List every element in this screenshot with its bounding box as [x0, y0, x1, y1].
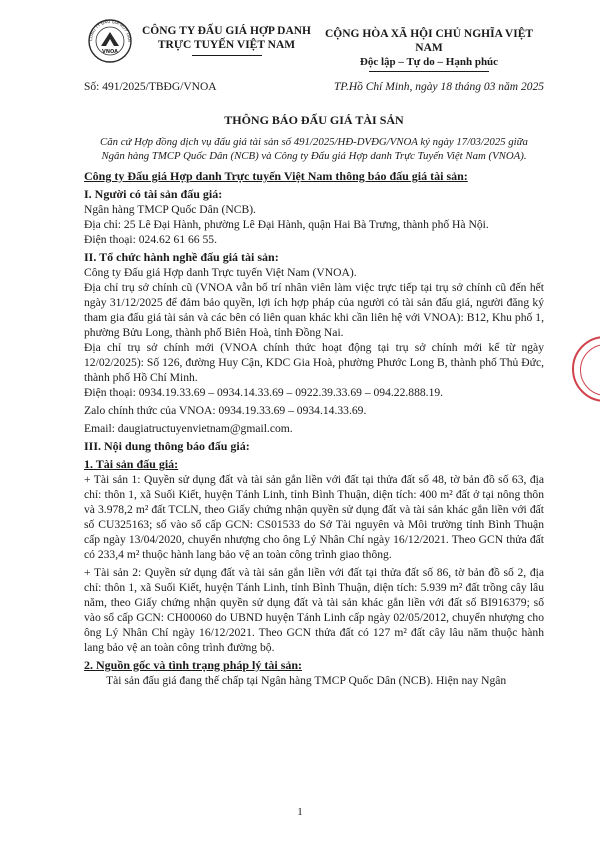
org-underline: [192, 55, 262, 56]
auctioneer-old-address: Địa chỉ trụ sở chính cũ (VNOA vẫn bố trí nhân viên làm việc trực tiếp tại trụ sở chính cũ đến hết ngày 31/12/2025 để đảm bảo quyền, lợi ích hợp pháp của người có tài sản đấu giá, người đăng ký tham gia đấu giá tài sản và các bên có liên quan khác khi cần liên hệ với VNOA): B12, Khu phố 1, phường Bửu Long, thành phố Biên Hoà, tỉnh Đồng Nai.: [84, 281, 544, 339]
owner-phone: Điện thoại: 024.62 61 66 55.: [84, 233, 217, 246]
svg-text:CÔNG TY ĐẤU GIÁ HỢP DANH TRỰC: CÔNG TY ĐẤU GIÁ HỢP DAN: [87, 18, 133, 42]
auctioneer-new-address: Địa chỉ trụ sở chính mới (VNOA chính thức hoạt động tại trụ sở chính mới kể từ ngày 12/02/2025): Số 126, đường Huy Cận, KDC Gia Hoà, phường Phước Long B, thành phố Thủ Đức, thành phố Hồ Chí Minh.: [84, 341, 544, 384]
document-number: Số: 491/2025/TBĐG/VNOA: [84, 81, 217, 93]
legal-basis: Căn cứ Hợp đồng dịch vụ đấu giá tài sản số 491/2025/HĐ-DVĐG/VNOA ký ngày 17/03/2025 giữa Ngân hàng TMCP Quốc Dân (NCB) và Công ty Đấu giá Hợp danh Trực Tuyến Việt Nam (VNOA).: [100, 136, 528, 162]
asset-2-description: + Tài sản 2: Quyền sử dụng đất và tài sản gắn liền với đất tại thửa đất số 86, tờ bản đồ số 2, địa chỉ: thôn 1, xã Suối Kiết, huyện Tánh Linh, tỉnh Bình Thuận, diện tích: 5.939 m² đất trồng cây lâu năm, theo Giấy chứng nhận quyền sử dụng đất và tài sản khác gắn liền với đất số BI916379; số vào sổ cấp GCN: CH00060 do UBND huyện Tánh Linh cấp ngày 02/05/2012, chuyển nhượng cho ông Lý Nhân Chí ngày 16/12/2021. Theo GCN thửa đất có 127 m² đất cây lâu năm thuộc hành lang bảo vệ an toàn công trình đường bộ.: [84, 566, 544, 654]
auctioneer-phone: Điện thoại: 0934.19.33.69 – 0934.14.33.69 – 0922.39.33.69 – 094.22.888.19.: [84, 386, 444, 399]
org-name: [142, 18, 311, 56]
national-motto: [314, 18, 544, 72]
vnoa-logo-icon: [84, 18, 136, 64]
subsection-assets: [84, 457, 544, 472]
asset-origin-text: Tài sản đấu giá đang thế chấp tại Ngân hàng TMCP Quốc Dân (NCB). Hiện nay Ngân: [106, 674, 507, 687]
red-seal-stamp: [572, 336, 600, 402]
auctioneer-email: Email: daugiatructuyenvietnam@gmail.com.: [84, 422, 293, 435]
asset-1-description: + Tài sản 1: Quyền sử dụng đất và tài sản gắn liền với đất tại thửa đất số 48, tờ bản đồ số 63, địa chỉ: thôn 1, xã Suối Kiết, huyện Tánh Linh, tỉnh Bình Thuận, diện tích: 400 m² đất ở tại nông thôn và 3.978,2 m² đất TCLN, theo Giấy chứng nhận quyền sử dụng đất và tài sản khác gắn liền với đất số CU325163; số vào sổ cấp GCN: CS01533 do Sở Tài nguyên và Môi trường tỉnh Bình Thuận cấp ngày 13/04/2020, chuyển nhượng cho ông Lý Nhân Chí ngày 16/12/2021. Theo GCN thửa đất có 233,4 m² thuộc hành lang bảo vệ an toàn công trình giao thông.: [84, 473, 544, 561]
section-2-heading: II. Tổ chức hành nghề đấu giá tài sản:: [84, 250, 279, 264]
document-meta: [84, 80, 544, 94]
motto-underline: [369, 71, 489, 72]
org-name-line-2: TRỰC TUYẾN VIỆT NAM: [157, 39, 296, 51]
owner-name: Ngân hàng TMCP Quốc Dân (NCB).: [84, 203, 256, 216]
subsection-assets-label: 1. Tài sản đấu giá:: [84, 457, 179, 471]
subsection-legal-status-label: 2. Nguồn gốc và tình trạng pháp lý tài sản:: [84, 658, 303, 672]
intro-statement: Công ty Đấu giá Hợp danh Trực tuyến Việt Nam thông báo đấu giá tài sản:: [84, 169, 468, 183]
section-3-heading: III. Nội dung thông báo đấu giá:: [84, 439, 250, 453]
section-1-heading: I. Người có tài sản đấu giá:: [84, 187, 223, 201]
svg-text:VNOA: VNOA: [101, 49, 119, 55]
document-title: THÔNG BÁO ĐẤU GIÁ TÀI SẢN: [224, 113, 404, 127]
document-header: [84, 18, 544, 70]
page-number: 1: [297, 806, 303, 818]
nation-motto: Độc lập – Tự do – Hạnh phúc: [359, 56, 499, 68]
org-name-line-1: CÔNG TY ĐẤU GIÁ HỢP DANH: [142, 25, 311, 37]
auctioneer-zalo: Zalo chính thức của VNOA: 0934.19.33.69 – 0934.14.33.69.: [84, 404, 367, 417]
red-seal-inner-ring: [580, 344, 600, 396]
nation-name: CỘNG HÒA XÃ HỘI CHỦ NGHĨA VIỆT NAM: [324, 28, 534, 54]
document-date: TP.Hồ Chí Minh, ngày 18 tháng 03 năm 2025: [334, 81, 544, 93]
subsection-legal-status: [84, 658, 544, 673]
auctioneer-name: Công ty Đấu giá Hợp danh Trực tuyến Việt Nam (VNOA).: [84, 266, 357, 279]
org-block: [84, 18, 311, 64]
owner-address: Địa chỉ: 25 Lê Đại Hành, phường Lê Đại Hành, quận Hai Bà Trưng, thành phố Hà Nội.: [84, 218, 489, 231]
